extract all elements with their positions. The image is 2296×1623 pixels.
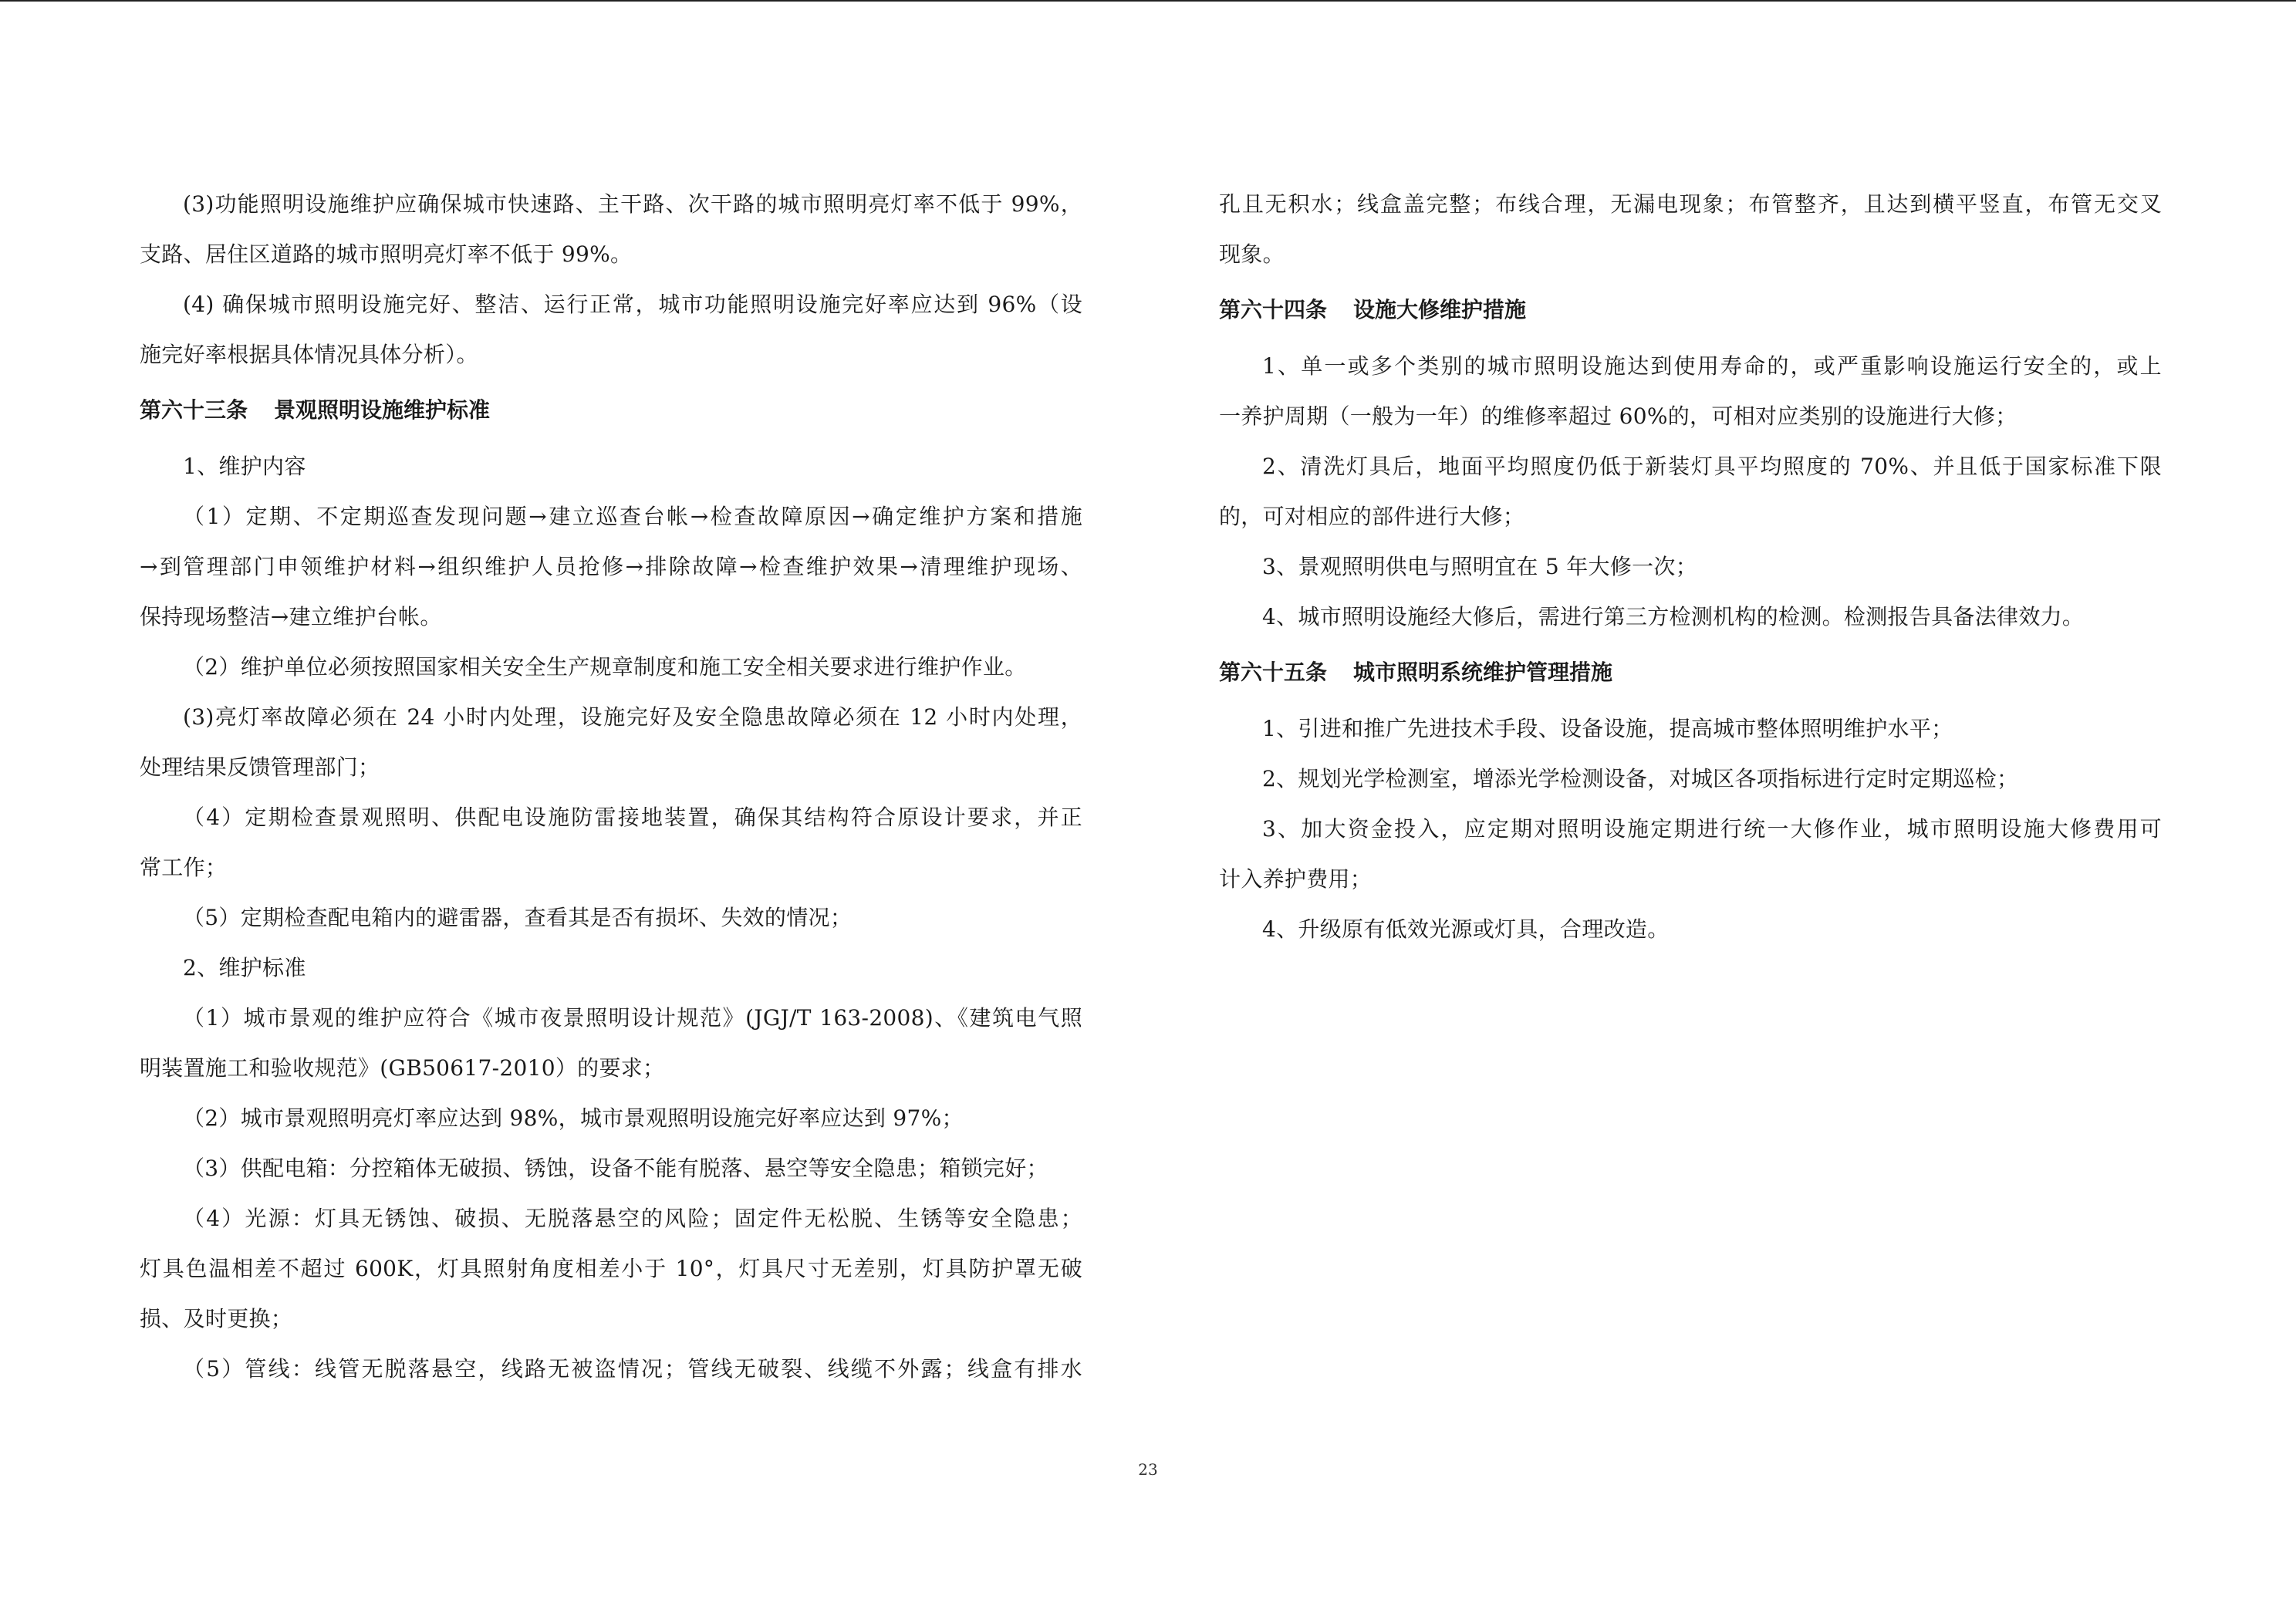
paragraph-line: （2）维护单位必须按照国家相关安全生产规章制度和施工安全相关要求进行维护作业。: [183, 654, 1027, 680]
article-65-title: 城市照明系统维护管理措施: [1353, 660, 1613, 685]
article-64-title: 设施大修维护措施: [1353, 297, 1527, 322]
paragraph-line: 支路、居住区道路的城市照明亮灯率不低于 99%。: [140, 241, 633, 267]
paragraph-line: （3）供配电箱：分控箱体无破损、锈蚀，设备不能有脱落、悬空等安全隐患；箱锁完好；: [183, 1156, 1048, 1181]
paragraph-line: 明装置施工和验收规范》(GB50617-2010）的要求；: [140, 1055, 665, 1081]
page-number: 23: [1138, 1460, 1158, 1479]
paragraph-line: (3)功能照明设施维护应确保城市快速路、主干路、次干路的城市照明亮灯率不低于 99%，: [183, 191, 1082, 217]
paragraph-line: 4、升级原有低效光源或灯具，合理改造。: [1262, 916, 1670, 942]
paragraph-line: 孔且无积水；线盒盖完整；布线合理，无漏电现象；布管整齐，且达到横平竖直，布管无交叉: [1219, 191, 2162, 217]
paragraph-line: 1、引进和推广先进技术手段、设备设施，提高城市整体照明维护水平；: [1262, 716, 1953, 741]
paragraph-line: 3、加大资金投入，应定期对照明设施定期进行统一大修作业，城市照明设施大修费用可: [1262, 816, 2162, 842]
paragraph-line: 现象。: [1219, 241, 1285, 267]
paragraph-line: 的，可对相应的部件进行大修；: [1219, 504, 1525, 529]
paragraph-line: 1、单一或多个类别的城市照明设施达到使用寿命的，或严重影响设施运行安全的，或上: [1262, 353, 2162, 379]
article-64-heading: [1219, 279, 2162, 341]
article-65-number: 第六十五条: [1219, 660, 1328, 685]
top-border-rule: [0, 0, 2296, 2]
article-65-heading: [1219, 642, 2162, 704]
paragraph-line: 2、清洗灯具后，地面平均照度仍低于新装灯具平均照度的 70%、并且低于国家标准下限: [1262, 454, 2162, 479]
paragraph-line: （1）定期、不定期巡查发现问题→建立巡查台帐→检查故障原因→确定维护方案和措施: [183, 504, 1082, 529]
paragraph-line: 常工作；: [140, 855, 228, 880]
paragraph-line: (3)亮灯率故障必须在 24 小时内处理，设施完好及安全隐患故障必须在 12 小时内处理，: [183, 704, 1082, 730]
paragraph-line: （4）定期检查景观照明、供配电设施防雷接地装置，确保其结构符合原设计要求，并正: [183, 805, 1082, 830]
paragraph-line: （5）管线：线管无脱落悬空，线路无被盗情况；管线无破裂、线缆不外露；线盒有排水: [183, 1356, 1082, 1382]
paragraph-line: 保持现场整洁→建立维护台帐。: [140, 604, 442, 629]
paragraph-line: （5）定期检查配电箱内的避雷器，查看其是否有损坏、失效的情况；: [183, 905, 853, 930]
paragraph-line: →到管理部门申领维护材料→组织维护人员抢修→排除故障→检查维护效果→清理维护现场、: [140, 554, 1082, 579]
paragraph-line: 计入养护费用；: [1219, 866, 1373, 892]
paragraph-line: 4、城市照明设施经大修后，需进行第三方检测机构的检测。检测报告具备法律效力。: [1262, 604, 2085, 629]
paragraph-line: 损、及时更换；: [140, 1306, 293, 1331]
paragraph-line: 处理结果反馈管理部门；: [140, 754, 380, 780]
paragraph-line: （1）城市景观的维护应符合《城市夜景照明设计规范》(JGJ/T 163-2008)、《建筑电气照: [183, 1005, 1082, 1031]
paragraph-line: （4）光源：灯具无锈蚀、破损、无脱落悬空的风险；固定件无松脱、生锈等安全隐患；: [183, 1206, 1082, 1231]
paragraph-line: (4) 确保城市照明设施完好、整洁、运行正常，城市功能照明设施完好率应达到 96%（设: [183, 292, 1082, 317]
paragraph-line: （2）城市景观照明亮灯率应达到 98%，城市景观照明设施完好率应达到 97%；: [183, 1105, 964, 1131]
paragraph-line: 2、规划光学检测室，增添光学检测设备，对城区各项指标进行定时定期巡检；: [1262, 766, 2019, 791]
article-63-heading: [140, 380, 1082, 441]
right-column: [1219, 179, 2162, 954]
paragraph-line: 施完好率根据具体情况具体分析）。: [140, 342, 478, 367]
article-63-title: 景观照明设施维护标准: [274, 397, 491, 423]
section-title: 2、维护标准: [183, 955, 306, 980]
paragraph-line: 灯具色温相差不超过 600K，灯具照射角度相差小于 10°，灯具尺寸无差别，灯具防护罩无破: [140, 1256, 1082, 1281]
section-title: 1、维护内容: [183, 454, 306, 479]
article-63-number: 第六十三条: [140, 397, 248, 423]
left-column: [140, 179, 1082, 1394]
article-64-number: 第六十四条: [1219, 297, 1328, 322]
paragraph-line: 一养护周期（一般为一年）的维修率超过 60%的，可相对应类别的设施进行大修；: [1219, 403, 2017, 429]
paragraph-line: 3、景观照明供电与照明宜在 5 年大修一次；: [1262, 554, 1698, 579]
